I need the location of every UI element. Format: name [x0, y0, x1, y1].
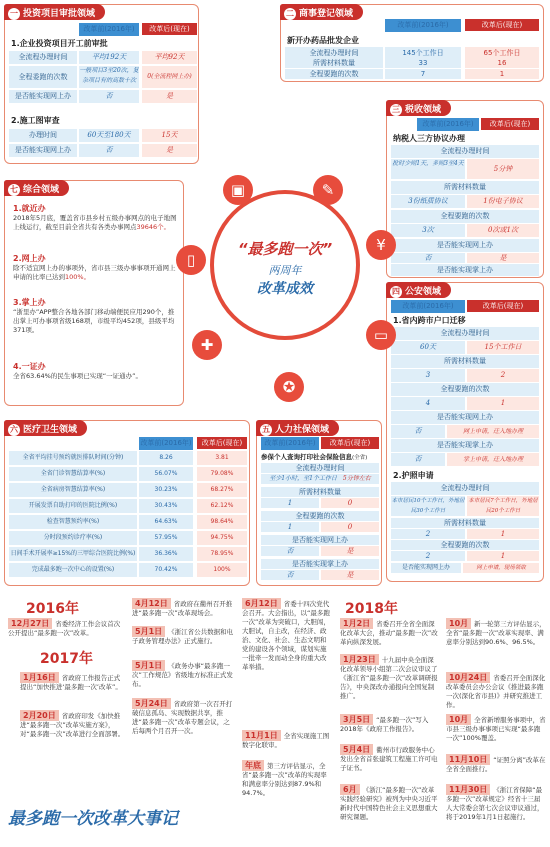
- old-value: 3份纸质协议: [391, 195, 465, 208]
- year-2017: 2017年: [40, 651, 93, 667]
- new-value: 是: [321, 570, 379, 580]
- police-badge-icon: ✪: [274, 372, 304, 402]
- row-label: 是否能实现网上办: [9, 90, 77, 103]
- row-label: 是否能实现网上办: [391, 563, 461, 573]
- row-label: 全流程办理时间: [285, 47, 383, 60]
- item-text: “浙里办”APP整合各地各部门移动端便民应用290个，推出掌上可办事项省级168项，市级平均452项，县级平均371项。: [13, 308, 175, 334]
- panel-title: 七 综合领域: [4, 180, 69, 196]
- timeline-event: 10月 新一轮第三方评估显示，全省“最多跑一次”改革实现率、满意率分别达到90.6%、96.5%。: [446, 619, 546, 646]
- section-title: 新开办药品批发企业: [287, 36, 359, 45]
- new-value: 本市居民7个工作日，外地居民20个工作日: [468, 498, 538, 514]
- timeline-event: 1月16日 省政府工作报告正式提出“加快推进‘最多跑一次’改革”。: [20, 673, 122, 691]
- section-title: 参保个人查询打印社会保险信息(全省): [261, 453, 368, 461]
- timeline-event: 2月20日 省政府印发《加快推进“最多跑一次”改革实施方案》，对“最多跑一次”改革进行全面部署。: [20, 711, 125, 738]
- row-label: 全程要跑的次数: [391, 540, 539, 550]
- item-head: 1.就近办: [13, 204, 46, 213]
- center-subtitle: 两周年: [268, 264, 302, 277]
- panel-investment: [4, 4, 199, 164]
- item-highlight: 39646个。: [136, 223, 171, 231]
- row-label: 是否能实现掌上办: [261, 559, 379, 569]
- new-value: 94.75%: [197, 531, 247, 545]
- col-new-header: 改革后(现在): [142, 23, 197, 35]
- row-label: 全流程办理时间: [391, 482, 539, 495]
- item-block: [13, 361, 179, 381]
- new-value: 15天: [142, 129, 197, 142]
- row-label: 所需材料数量: [391, 181, 539, 194]
- panel-police: [386, 282, 544, 582]
- new-value: 网上申请，迁入地办理: [447, 425, 539, 438]
- section-title: 纳税人三方协议办理: [393, 134, 465, 143]
- col-old-header: 改革前(2016年): [391, 300, 465, 313]
- section-title: 1.企业投资项目开工前审批: [11, 39, 108, 48]
- col-old-header: 改革前(2016年): [139, 437, 193, 450]
- timeline-event: 11月1日 全省实现施工图数字化联审。: [242, 731, 330, 749]
- row-label: 全程要跑的次数: [391, 210, 539, 223]
- old-value: 70.42%: [139, 563, 193, 577]
- mobile-icon: ▯: [176, 245, 206, 275]
- item-head: 3.掌上办: [13, 298, 46, 307]
- old-value: 批时少则1天，多则3至4天: [391, 159, 465, 179]
- panel-title: 一 投资项目审批领域: [4, 4, 105, 20]
- row-label: 是否能实现掌上办: [391, 264, 539, 276]
- old-value: 30.43%: [139, 499, 193, 513]
- row-label: 分时段预约诊疗率(%): [9, 531, 137, 545]
- section-title: 2.护照申请: [393, 471, 434, 480]
- computer-icon: ▣: [223, 175, 253, 205]
- timeline-event: 11月30日 《浙江省保障“最多跑一次”改革规定》经省十三届人大常委会第七次会议审议通过，将于2019年1月1日起施行。: [446, 785, 544, 821]
- medical-kit-icon: ✚: [192, 330, 222, 360]
- row-label: 日间手术开展率≥15%的三甲综合医院比例(%): [9, 547, 137, 561]
- col-new-header: 改革后(现在): [321, 437, 379, 449]
- new-value: 65个工作日: [465, 47, 539, 60]
- old-value: 否: [79, 144, 139, 157]
- row-label: 所需材料数量: [285, 58, 383, 68]
- old-value: 7: [385, 69, 461, 79]
- row-label: 全程要跑的次数: [391, 383, 539, 396]
- old-value: 否: [79, 90, 139, 103]
- section-title: 2.施工图审查: [11, 116, 60, 125]
- new-value: 是: [467, 253, 539, 263]
- col-old-header: 改革前(2016年): [261, 437, 319, 450]
- row-label: 是否能实现网上办: [9, 144, 77, 157]
- old-value: 否: [261, 570, 319, 580]
- col-old-header: 改革前(2016年): [385, 19, 461, 32]
- row-label: 办理时间: [9, 129, 77, 142]
- row-label: 是否能实现网上办: [261, 535, 379, 545]
- new-value: 是: [142, 90, 197, 103]
- row-label: 完成最多跑一次中心的设置(%): [9, 563, 137, 577]
- new-value: 0次或1次: [467, 224, 539, 237]
- new-value: 68.27%: [197, 483, 247, 497]
- timeline-event: 1月2日 省委召开全省全面深化改革大会，推动“最多跑一次”改革向纵深发展。: [340, 619, 438, 646]
- row-label: 是否能实现掌上办: [391, 439, 539, 452]
- row-label: 所需材料数量: [261, 487, 379, 497]
- new-value: 5分钟: [467, 159, 539, 179]
- new-value: 0: [321, 498, 379, 508]
- row-label: 全程委跑的次数: [9, 66, 77, 88]
- row-label: 全程要跑的次数: [261, 511, 379, 521]
- new-value: 100%: [197, 563, 247, 577]
- new-value: 是: [142, 144, 197, 157]
- timeline-event: 5月1日 《政务办事“最多跑一次”工作规范》省级地方标准正式发布。: [132, 661, 233, 688]
- new-value: 0(全流程网上办): [142, 66, 197, 88]
- panel-title: 六 医疗卫生领域: [4, 420, 87, 436]
- old-value: 60天: [391, 341, 465, 354]
- old-value: 56.07%: [139, 467, 193, 481]
- item-text: 全省63.64%的民生事项已实现“一证通办”。: [13, 372, 143, 380]
- old-value: 否: [391, 425, 445, 438]
- timeline-logo: 最多跑一次改革大事记: [8, 809, 178, 829]
- old-value: 8.26: [139, 451, 193, 465]
- old-value: 否: [261, 546, 319, 556]
- old-value: 否: [391, 453, 445, 466]
- panel-social-security: [256, 420, 382, 586]
- item-head: 2.网上办: [13, 254, 46, 263]
- new-value: 1: [467, 529, 539, 539]
- new-value: 掌上申请，迁入地办理: [447, 453, 539, 466]
- timeline-event: 10月 全省新增服务事项中，省市县三级办事事项已实现“最多跑一次”100%覆盖。: [446, 715, 546, 742]
- old-value: 36.36%: [139, 547, 193, 561]
- new-value: 79.08%: [197, 467, 247, 481]
- old-value: 2: [391, 529, 465, 539]
- timeline-event: 6月 《浙江“最多跑一次”改革实践经验研究》被列为中央习近平新时代中国特色社会主义思想重大研究课题。: [340, 785, 438, 821]
- row-label: 所需材料数量: [391, 518, 539, 528]
- timeline-event: 年底 第三方评估显示，全省“最多跑一次”改革的实现率和满意率分别达到87.9%和94.7%。: [242, 761, 327, 797]
- new-value: 0: [321, 522, 379, 532]
- item-text: 除不适宜网上办的事项外，省市县三级办事事项开通网上申请的比率已达到: [13, 264, 176, 281]
- old-value: 一般项目3至20次，复杂项目有的高数十次: [79, 66, 139, 88]
- old-value: 否: [391, 253, 465, 263]
- old-value: 1: [261, 498, 319, 508]
- timeline-event: 6月12日 省委十四次党代会召开。大会指出，以“最多跑一次”改革为突破口，大胆闯，大胆试，自主改，在经济、政治、文化、社会、生态文明和党的建设各个领域，谋划实施一批牵一发而动全身的重大改革举措。: [242, 599, 330, 671]
- panel-comprehensive: [4, 180, 184, 406]
- old-value: 至少1小时，至1个工作日 5分钟左右: [261, 474, 379, 484]
- timeline-event: 12月27日 省委经济工作会议首次公开提出“最多跑一次”改革。: [8, 619, 121, 637]
- old-value: 2: [391, 551, 465, 561]
- row-label: 是否能实现网上办: [391, 239, 539, 252]
- row-label: 所需材料数量: [391, 355, 539, 368]
- col-new-header: 改革后(现在): [481, 118, 539, 130]
- timeline-event: 5月24日 省政府第一次召开打破信息孤岛、实现数据共享，推进“最多跑一次”改革专题会议，之后每两个月召开一次。: [132, 699, 233, 735]
- timeline-section: [0, 596, 550, 847]
- old-value: 3: [391, 369, 465, 382]
- car-icon: ▭: [366, 320, 396, 350]
- tax-icon: ¥: [366, 230, 396, 260]
- center-subtitle-2: 改革成效: [257, 281, 313, 297]
- old-value: 4: [391, 397, 465, 410]
- new-value: 2: [467, 369, 539, 382]
- item-highlight: 100%。: [65, 273, 91, 281]
- panel-title: 二 商事登记领域: [280, 4, 363, 20]
- new-value: 网上申请，现场领取: [463, 563, 539, 573]
- year-2018: 2018年: [345, 601, 398, 617]
- old-value: 145个工作日: [385, 47, 461, 60]
- row-label: 全省门诊智慧结算率(%): [9, 467, 137, 481]
- row-label: 全流程办理时间: [261, 463, 379, 473]
- col-new-header: 改革后(现在): [465, 19, 539, 31]
- item-block: [13, 297, 179, 335]
- timeline-event: 10月24日 省委召开全面深化改革委员会办公会议《推进最多跑一次(深化省市县)》并研究推进工作。: [446, 673, 546, 709]
- panel-commerce: [280, 4, 544, 82]
- col-old-header: 改革前(2016年): [79, 23, 139, 36]
- row-label: 开展发票自助打印的医院比例(%): [9, 499, 137, 513]
- timeline-event: 5月4日 衢州市行政服务中心发出全省首张建筑工程施工许可电子证书。: [340, 745, 438, 772]
- new-value: 1份电子协议: [467, 195, 539, 208]
- new-value: 平均92天: [142, 51, 197, 64]
- old-value: 平均192天: [79, 51, 139, 64]
- timeline-event: 5月1日 《浙江省公共数据和电子政务管理办法》正式施行。: [132, 627, 234, 645]
- new-value: 1: [467, 397, 539, 410]
- item-head: 4.一证办: [13, 362, 46, 371]
- item-block: [13, 253, 179, 282]
- item-text: 2018年5月底，覆盖省市县乡村五级办事网点的电子地图上线运行，截至目前全省共有各类办事网点: [13, 214, 177, 231]
- row-label: 全省平均挂号预约就医排队时间(分钟): [9, 451, 137, 465]
- row-label: 全程要跑的次数: [285, 69, 383, 79]
- new-value: 15个工作日: [467, 341, 539, 354]
- panel-title: 三 税收领域: [386, 100, 451, 116]
- new-value: 62.12%: [197, 499, 247, 513]
- new-value: 3.81: [197, 451, 247, 465]
- new-value: 16: [465, 58, 539, 68]
- timeline-event: 11月10日 “证照分离”改革在全省全面推行。: [446, 755, 546, 773]
- item-block: [13, 203, 179, 232]
- document-icon: ✎: [313, 175, 343, 205]
- new-value: 98.64%: [197, 515, 247, 529]
- new-value: 78.95%: [197, 547, 247, 561]
- section-title: 1.省内跨市户口迁移: [393, 316, 466, 325]
- col-old-header: 改革前(2016年): [417, 118, 479, 131]
- row-label: 全流程办理时间: [9, 51, 77, 64]
- col-new-header: 改革后(现在): [197, 437, 247, 449]
- old-value: 33: [385, 58, 461, 68]
- old-value: 1: [261, 522, 319, 532]
- old-value: 64.63%: [139, 515, 193, 529]
- old-value: 57.95%: [139, 531, 193, 545]
- year-2016: 2016年: [26, 601, 79, 617]
- panel-title: 四 公安领域: [386, 282, 451, 298]
- panel-tax: [386, 100, 544, 278]
- old-value: 3次: [391, 224, 465, 237]
- timeline-event: 1月23日 十九届中央全面深化改革领导小组第二次会议审议了《浙江省“最多跑一次”改革调研报告》，中央深改办通报向全国复制推广。: [340, 655, 438, 700]
- new-value: 1: [467, 551, 539, 561]
- row-label: 全流程办理时间: [391, 145, 539, 158]
- panel-title: 五 人力社保领域: [256, 420, 339, 436]
- row-label: 全省病房智慧结算率(%): [9, 483, 137, 497]
- old-value: 本市居民10个工作日，外地居民30个工作日: [391, 498, 465, 514]
- row-label: 全流程办理时间: [391, 327, 539, 340]
- row-label: 是否能实现网上办: [391, 411, 539, 424]
- old-value: 30.23%: [139, 483, 193, 497]
- row-label: 检查智慧预约率(%): [9, 515, 137, 529]
- timeline-event: 4月12日 省政府在衢州召开推进“最多跑一次”改革现场会。: [132, 599, 233, 617]
- new-value: 1: [465, 69, 539, 79]
- timeline-event: 3月5日 “最多跑一次”写入2018年《政府工作报告》。: [340, 715, 429, 733]
- new-value: 是: [321, 546, 379, 556]
- center-title: “最多跑一次”: [237, 240, 333, 258]
- panel-medical: [4, 420, 250, 586]
- col-new-header: 改革后(现在): [467, 300, 539, 312]
- old-value: 60天至180天: [79, 129, 139, 142]
